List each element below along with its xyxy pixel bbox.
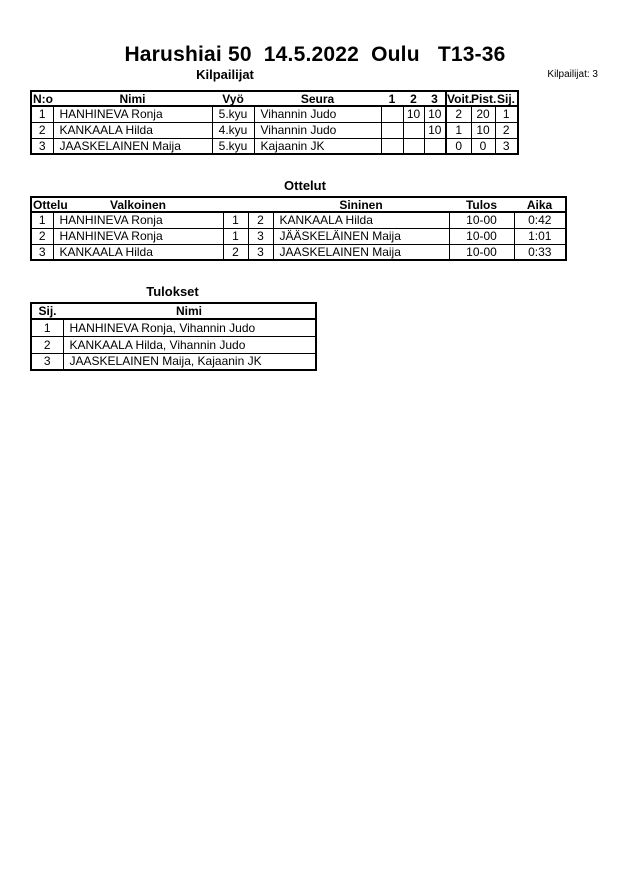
wins: 1	[446, 122, 471, 138]
col-header-voit: Voit.	[447, 91, 473, 106]
col-header-blue-number	[248, 197, 273, 212]
competitor-club: Vihannin Judo	[254, 122, 381, 138]
result-name: HANHINEVA Ronja, Vihannin Judo	[63, 319, 316, 336]
table-row	[31, 336, 316, 353]
competitor-number: 1	[31, 106, 53, 122]
table-row	[31, 212, 566, 228]
blue-competitor-number: 3	[248, 228, 273, 244]
col-header-ottelu: Ottelu	[33, 197, 68, 212]
placement: 2	[495, 122, 518, 138]
match-result: 10-00	[449, 228, 514, 244]
placement: 1	[495, 106, 518, 122]
col-header-tulos: Tulos	[449, 197, 514, 212]
white-competitor: HANHINEVA Ronja	[53, 212, 223, 228]
competitor-club: Vihannin Judo	[254, 106, 381, 122]
blue-competitor-number: 3	[248, 244, 273, 260]
placement: 3	[495, 138, 518, 154]
ottelut-header-row	[31, 197, 566, 212]
competitor-number: 2	[31, 122, 53, 138]
col-header-vyo: Vyö	[212, 91, 254, 106]
blue-competitor: JAASKELAINEN Maija	[273, 244, 449, 260]
result-name: JAASKELAINEN Maija, Kajaanin JK	[63, 353, 316, 370]
round2-score	[403, 122, 424, 138]
col-header-no: N:o	[33, 91, 53, 106]
round3-score	[424, 138, 446, 154]
round2-score: 10	[403, 106, 424, 122]
round1-score	[381, 122, 403, 138]
competitor-count-label: Kilpailijat: 3	[547, 69, 598, 80]
col-header-seura: Seura	[254, 91, 381, 106]
table-row	[31, 228, 566, 244]
white-competitor-number: 1	[223, 212, 248, 228]
points: 20	[471, 106, 495, 122]
result-name: KANKAALA Hilda, Vihannin Judo	[63, 336, 316, 353]
placement: 1	[31, 319, 63, 336]
match-time: 0:33	[514, 244, 566, 260]
round1-score	[381, 106, 403, 122]
competitor-club: Kajaanin JK	[254, 138, 381, 154]
col-header-nimi: Nimi	[53, 91, 212, 106]
col-header-sininen: Sininen	[273, 197, 449, 212]
kilpailijat-header-row	[31, 91, 518, 106]
col-header-nimi: Nimi	[63, 303, 316, 319]
wins: 2	[446, 106, 471, 122]
col-header-sij: Sij.	[495, 91, 518, 106]
wins: 0	[446, 138, 471, 154]
table-row	[31, 244, 566, 260]
table-row	[31, 353, 316, 370]
kilpailijat-table	[30, 90, 519, 155]
round2-score	[403, 138, 424, 154]
white-competitor: KANKAALA Hilda	[53, 244, 223, 260]
points: 0	[471, 138, 495, 154]
match-result: 10-00	[449, 212, 514, 228]
competitor-belt: 5.kyu	[212, 106, 254, 122]
section-title-ottelut: Ottelut	[284, 178, 326, 193]
col-header-round1: 1	[381, 91, 403, 106]
table-row	[31, 138, 518, 154]
col-header-round3: 3	[424, 91, 446, 106]
competitor-name: KANKAALA Hilda	[53, 122, 212, 138]
competitor-number: 3	[31, 138, 53, 154]
placement: 3	[31, 353, 63, 370]
blue-competitor: JÄÄSKELÄINEN Maija	[273, 228, 449, 244]
match-number: 3	[31, 244, 53, 260]
col-header-round2: 2	[403, 91, 424, 106]
col-header-valkoinen: Valkoinen	[53, 197, 223, 212]
blue-competitor-number: 2	[248, 212, 273, 228]
table-row	[31, 106, 518, 122]
competitor-belt: 5.kyu	[212, 138, 254, 154]
match-time: 1:01	[514, 228, 566, 244]
white-competitor-number: 2	[223, 244, 248, 260]
tulokset-table	[30, 302, 317, 371]
blue-competitor: KANKAALA Hilda	[273, 212, 449, 228]
points: 10	[471, 122, 495, 138]
match-result: 10-00	[449, 244, 514, 260]
round3-score: 10	[424, 106, 446, 122]
col-header-aika: Aika	[514, 197, 566, 212]
section-title-kilpailijat: Kilpailijat	[196, 67, 254, 82]
section-title-tulokset: Tulokset	[146, 284, 199, 299]
col-header-sij: Sij.	[31, 303, 63, 319]
table-row	[31, 122, 518, 138]
table-row	[31, 319, 316, 336]
competitor-name: HANHINEVA Ronja	[53, 106, 212, 122]
match-number: 2	[31, 228, 53, 244]
competitor-belt: 4.kyu	[212, 122, 254, 138]
ottelut-table	[30, 196, 567, 261]
col-header-white-number	[223, 197, 248, 212]
placement: 2	[31, 336, 63, 353]
match-time: 0:42	[514, 212, 566, 228]
col-header-pist: Pist.	[471, 91, 497, 106]
white-competitor: HANHINEVA Ronja	[53, 228, 223, 244]
white-competitor-number: 1	[223, 228, 248, 244]
round3-score: 10	[424, 122, 446, 138]
competitor-name: JAASKELAINEN Maija	[53, 138, 212, 154]
round1-score	[381, 138, 403, 154]
match-number: 1	[31, 212, 53, 228]
tulokset-header-row	[31, 303, 316, 319]
page-title: Harushiai 50 14.5.2022 Oulu T13-36	[124, 43, 506, 66]
